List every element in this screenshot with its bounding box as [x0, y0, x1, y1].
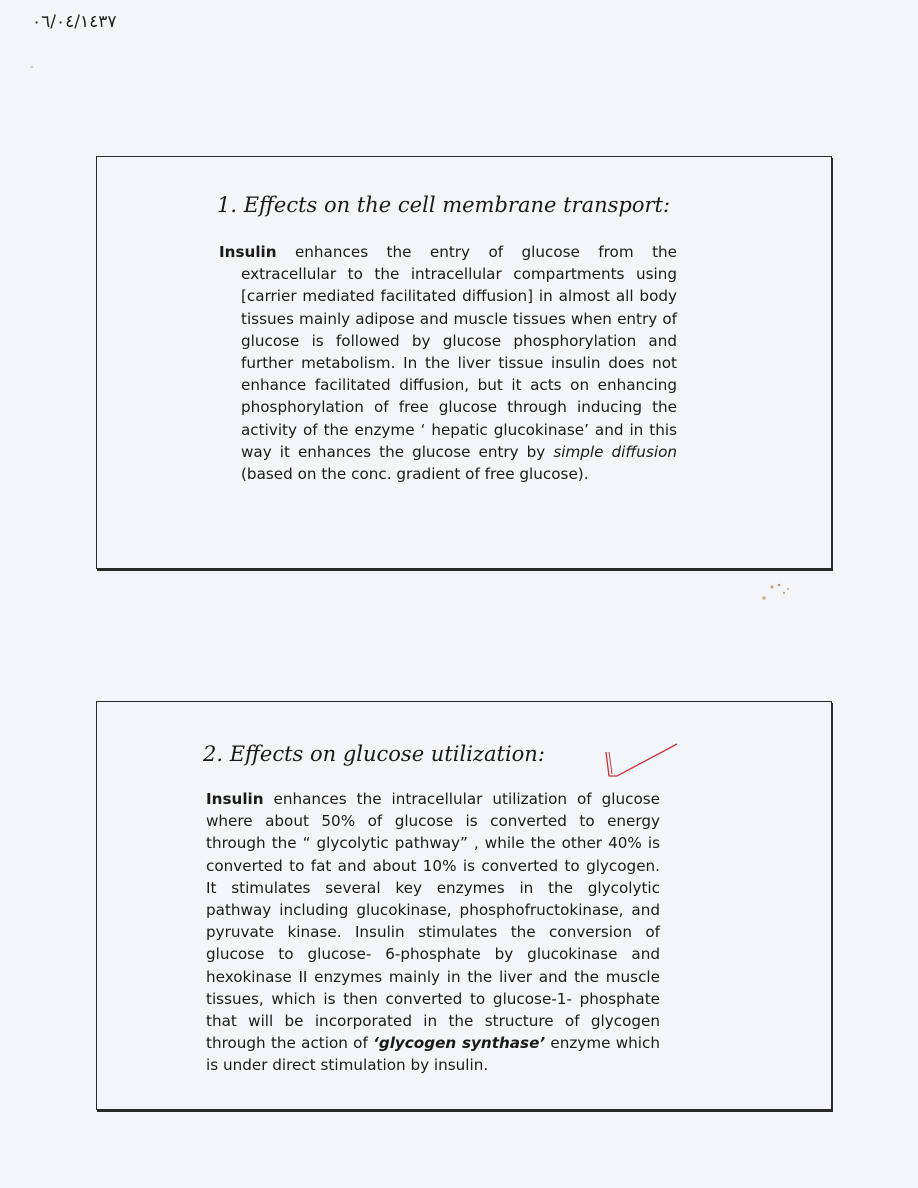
paragraph-glucose-utilization — [206, 788, 660, 1077]
paragraph-membrane-transport — [219, 241, 677, 485]
paper-stain — [752, 575, 802, 605]
section-heading-glucose-utilization: 2. Effects on glucose utilization: — [203, 742, 545, 766]
corner-mark: - — [30, 62, 34, 73]
slide-box-glucose-utilization — [96, 701, 832, 1110]
bold-italic-term: ‘glycogen synthase’ — [373, 1034, 546, 1053]
section-heading-membrane-transport: 1. Effects on the cell membrane transport: — [217, 193, 671, 217]
text-part: (based on the conc. gradient of free glucose). — [241, 465, 589, 484]
text-part: enzyme which is under direct stimulation by insulin. — [206, 1034, 660, 1075]
text-part: enhances the entry of glucose from the extracellular to the intracellular compartments using [carrier mediated facilitated diffusion] in almost all body tissues mainly adipose and muscle tissues when entry of glucose is followed by glucose phosphorylation and further metabolism. In the liver tissue insulin does not enhance facilitated diffusion, but it acts on enhancing phosphorylation of free glucose through inducing the activity of the enzyme ‘ hepatic glucokinase’ and in this way it enhances the glucose entry by — [241, 243, 677, 461]
lead-word: Insulin — [206, 790, 264, 808]
italic-term: simple diffusion — [553, 442, 677, 461]
slide-box-membrane-transport — [96, 156, 832, 569]
page-date: ٠٦/٠٤/١٤٣٧ — [32, 12, 117, 32]
lead-word: Insulin — [219, 243, 277, 261]
red-checkmark-icon — [603, 742, 683, 782]
text-part: enhances the intracellular utilization of glucose where about 50% of glucose is converted to energy through the “ glycolytic pathway” , while the other 40% is converted to fat and about 10% is converted to glycogen. It stimulates several key enzymes in the glycolytic pathway including glucokinase, phosphofructokinase, and pyruvate kinase. Insulin stimulates the conversion of glucose to glucose- 6-phosphate by glucokinase and hexokinase II enzymes mainly in the liver and the muscle tissues, which is then converted to glucose-1- phosphate that will be incorporated in the structure of glycogen through the action of — [206, 790, 660, 1053]
